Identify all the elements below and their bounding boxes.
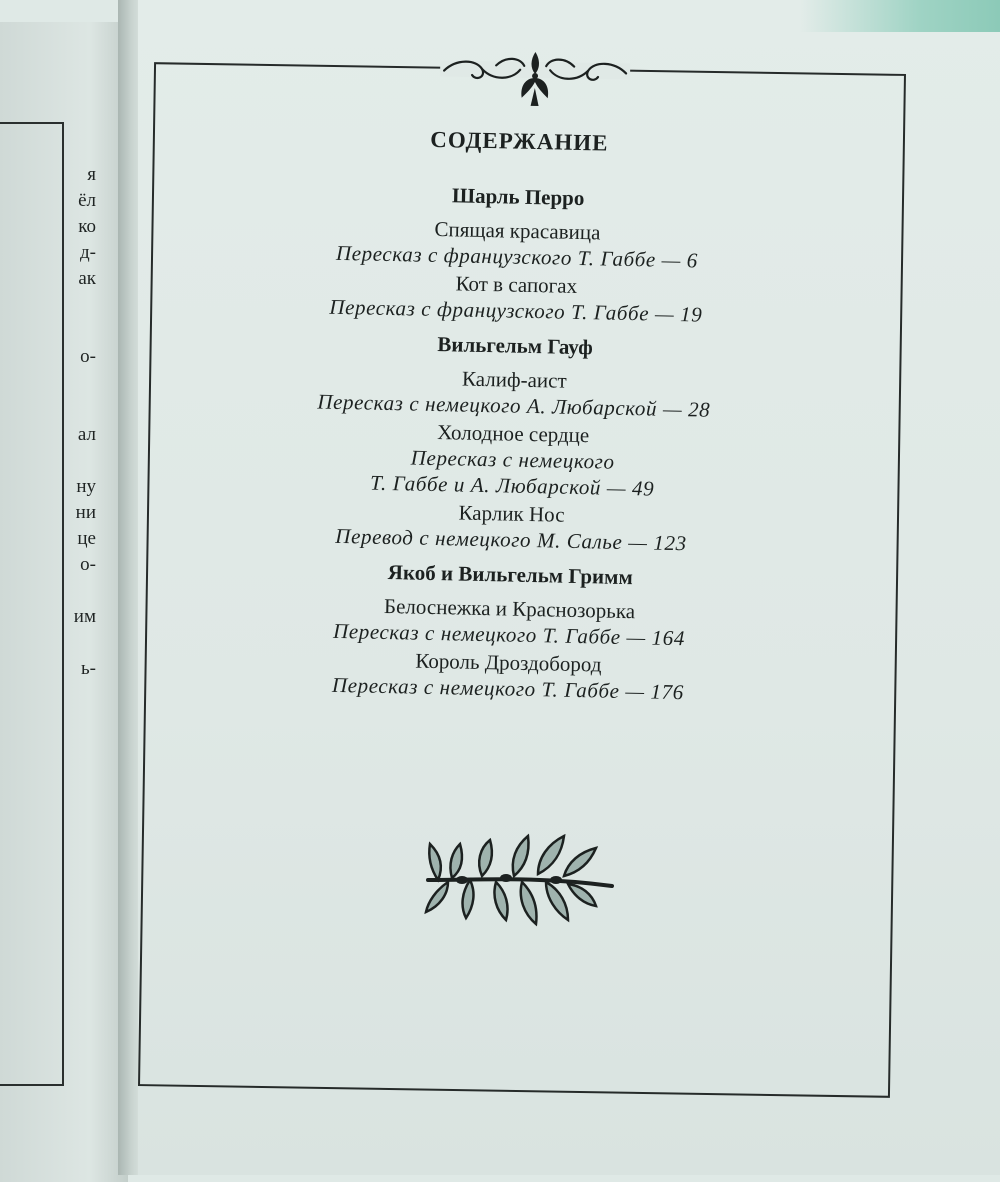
left-fragment: д- (80, 242, 96, 263)
toc-entry[interactable] (188, 643, 829, 708)
left-page (0, 22, 128, 1182)
toc-sections (188, 178, 839, 708)
translator-credit: Пересказ с немецкого (410, 445, 615, 474)
toc-entry[interactable] (192, 414, 833, 505)
left-fragment: це (77, 528, 96, 549)
author-heading: Вильгельм Гауф (437, 332, 594, 360)
left-fragment: ну (76, 476, 96, 497)
story-title: Калиф-аист (461, 366, 567, 393)
left-fragment: ёл (78, 190, 96, 211)
left-fragment: ь- (81, 658, 96, 679)
toc-entry[interactable] (196, 265, 837, 330)
translator-credit: Пересказ с французского Т. Габбе — 6 (335, 240, 699, 273)
left-fragment: о- (80, 346, 96, 367)
author-heading: Шарль Перро (451, 183, 585, 211)
left-fragment: ни (75, 502, 96, 523)
translator-credit: Пересказ с французского Т. Габбе — 19 (329, 294, 703, 327)
translator-credit: Пересказ с немецкого Т. Габбе — 164 (332, 618, 686, 651)
translator-credit: Пересказ с немецкого А. Любарской — 28 (317, 389, 711, 422)
left-fragment: ак (78, 268, 96, 289)
left-fragment: о- (80, 554, 96, 575)
toc-section (191, 327, 835, 559)
left-fragment: ко (78, 216, 96, 237)
left-fragment: им (73, 606, 96, 627)
toc-section (188, 556, 831, 708)
translator-credit: Т. Габбе и А. Любарской — 49 (369, 470, 655, 501)
story-title: Карлик Нос (458, 500, 565, 527)
story-title: Кот в сапогах (455, 271, 578, 298)
author-heading: Якоб и Вильгельм Гримм (387, 560, 634, 590)
story-title: Спящая красавица (434, 216, 601, 245)
toc-title: СОДЕРЖАНИЕ (430, 126, 609, 156)
left-fragment: я (87, 164, 96, 185)
translator-credit: Перевод с немецкого М. Салье — 123 (335, 523, 687, 556)
story-title: Король Дроздобород (415, 648, 602, 677)
left-fragment: ал (77, 424, 96, 445)
flourish-ornament (436, 46, 635, 111)
background-strip (800, 0, 1000, 32)
toc-entry[interactable] (191, 494, 832, 559)
table-of-contents (187, 108, 839, 718)
leaf-branch-ornament (418, 826, 618, 938)
story-title: Белоснежка и Краснозорька (383, 593, 636, 624)
translator-credit: Пересказ с немецкого Т. Габбе — 176 (331, 672, 685, 705)
toc-section (196, 178, 839, 330)
left-page-frame (0, 122, 64, 1086)
story-title: Холодное сердце (436, 420, 590, 448)
